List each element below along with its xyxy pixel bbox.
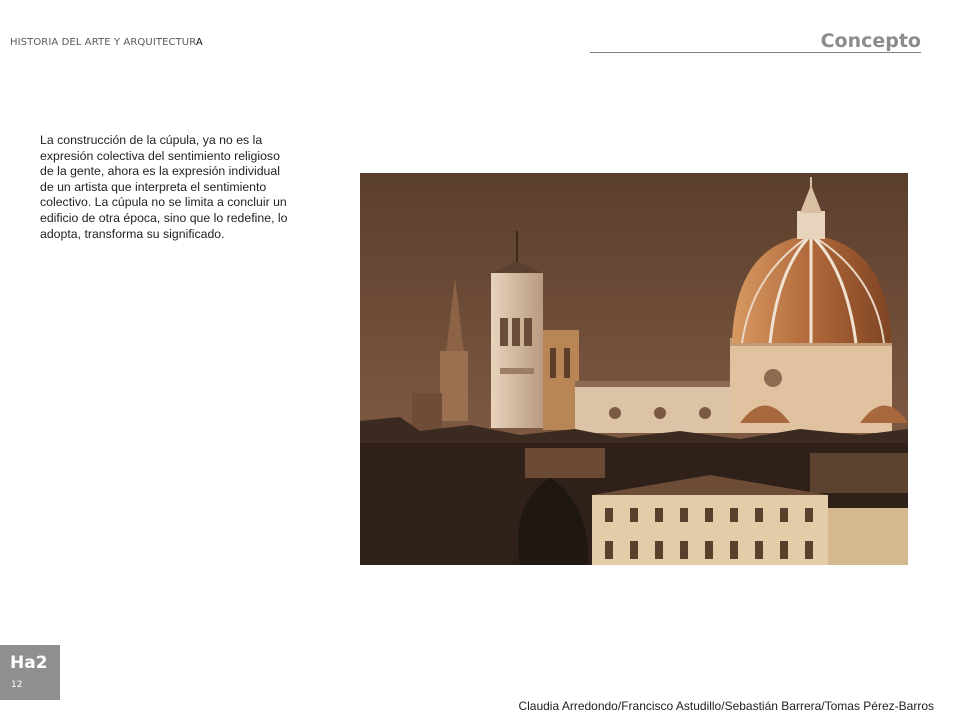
course-header [10,37,203,48]
title-underline [590,52,921,53]
course-name: HISTORIA DEL ARTE Y ARQUITECTUR [10,37,196,48]
section-title: Concepto [820,30,921,52]
course-code: Ha2 [10,653,48,673]
florence-cathedral-photo [360,173,908,565]
course-badge [0,645,60,700]
page-number: 12 [11,680,23,690]
authors-footer: Claudia Arredondo/Francisco Astudillo/Sebastián Barrera/Tomas Pérez-Barros [518,699,934,713]
course-name-last-letter: A [195,37,203,48]
concept-paragraph: La construcción de la cúpula, ya no es la expresión colectiva del sentimiento religioso de la gente, ahora es la expresión individual de un artista que interpreta el sentimiento colectivo. La cúpula no se limita a concluir un edificio de otra época, sino que lo redefine, lo adopta, transforma su significado. [40,133,288,241]
